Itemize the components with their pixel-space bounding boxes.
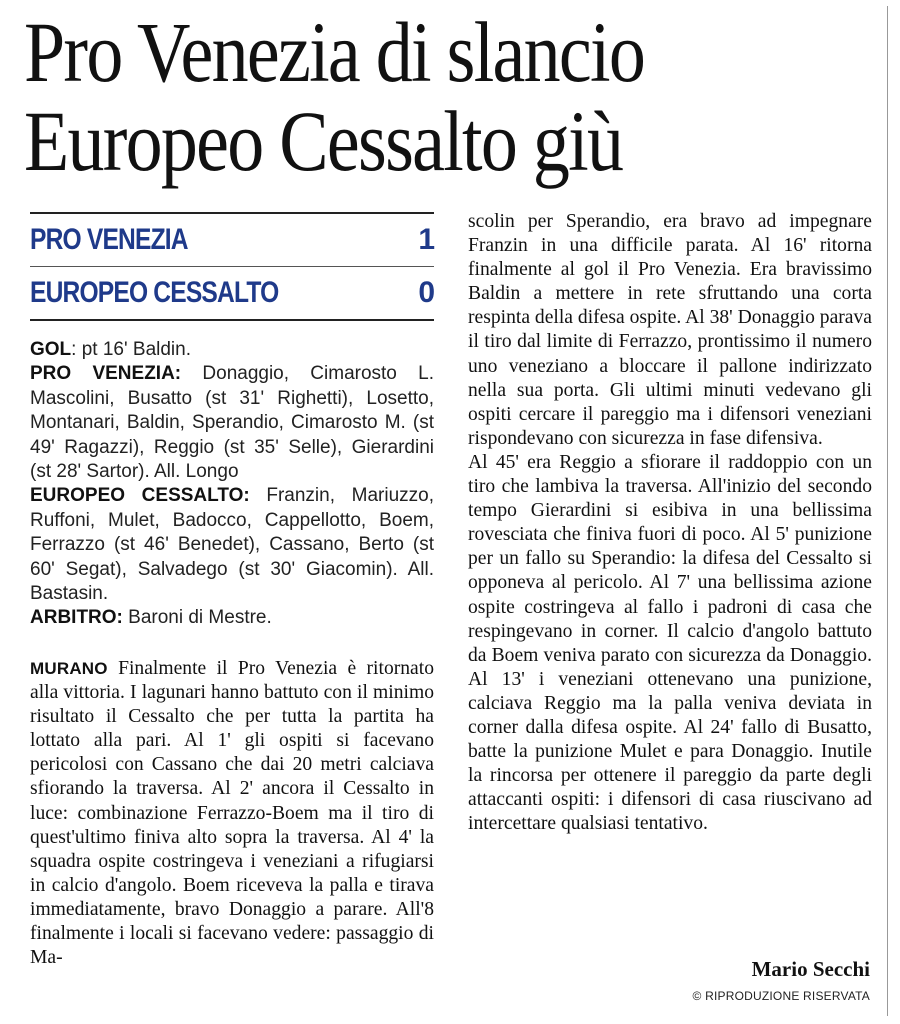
- away-lineup: [30, 484, 434, 606]
- home-lineup-label: PRO VENEZIA:: [30, 363, 182, 385]
- copyright-notice: © RIPRODUZIONE RISERVATA: [692, 989, 870, 1003]
- article-column-1: [30, 657, 434, 970]
- column-rule: [887, 6, 888, 1016]
- headline-line-2: Europeo Cessalto giù: [24, 93, 623, 189]
- scoreboard: [30, 212, 434, 321]
- scoreboard-bottom-rule: [30, 319, 434, 321]
- away-team-score: 0: [418, 276, 434, 309]
- goals-text: : pt 16' Baldin.: [71, 339, 191, 360]
- goals-label: GOL: [30, 339, 72, 360]
- referee-label: ARBITRO:: [30, 607, 123, 629]
- article-column-2: [468, 210, 872, 836]
- dateline: MURANO: [30, 659, 108, 678]
- article-text-col1: Finalmente il Pro Venezia è ritornato alla vittoria. I lagunari hanno battuto con il minimo risultato il Cessalto che per tutta la partita ha lottato alla pari. Al 1' gli ospiti si facevano pericolosi con Cassano che dai 20 metri calciava sfiorando la traversa. Al 2' ancora il Cessalto in luce: combinazione Ferrazzo-Boem ma il tiro di quest'ultimo finiva alto sopra la traversa. Al 4' la squadra ospite costringeva i veneziani a rifugiarsi in calcio d'angolo. Boem riceveva la palla e tirava immediatamente, bravo Donaggio a parare. All'8 finalmente i locali si facevano vedere: passaggio di Ma-: [30, 658, 434, 969]
- home-team-score: 1: [418, 223, 434, 256]
- scoreboard-row-away: [30, 267, 434, 319]
- away-team-name: EUROPEO CESSALTO: [30, 276, 279, 309]
- headline-line-1: Pro Venezia di slancio: [24, 4, 645, 100]
- headline: [24, 4, 755, 189]
- away-lineup-label: EUROPEO CESSALTO:: [30, 485, 250, 507]
- article-paragraph-3: Al 45' era Reggio a sfiorare il raddoppio con un tiro che lambiva la traversa. All'inizio del secondo tempo Gierardini si esibiva in una bellissima rovesciata che finiva fuori di poco. Al 5' punizione per un fallo su Sperandio: la difesa del Cessalto si opponeva al pericolo. Al 7' una bellissima azione ospite costringeva al fallo i padroni di casa che respingevano in corner. Il calcio d'angolo battuto da Boem veniva parato con sicurezza da Donaggio. Al 13' i veneziani ottenevano una punizione, calciava Reggio ma la palla veniva deviata in corner dalla difesa ospite. Al 24' fallo di Busatto, batte la punizione Mulet e para Donaggio. Inutile la rincorsa per ottenere il pareggio da parte degli attaccanti ospiti: i difensori di casa riuscivano ad intercettare qualsiasi tentativo.: [468, 451, 872, 835]
- referee-line: [30, 606, 434, 630]
- home-lineup-text: Donaggio, Cimarosto L. Mascolini, Busatto (st 31' Righetti), Losetto, Montanari, Baldin, Sperandio, Cimarosto M. (st 49' Ragazzi), Reggio (st 35' Selle), Gierardini (st 28' Sartor). All. Longo: [30, 363, 434, 483]
- goals-line: [30, 338, 434, 362]
- home-lineup: [30, 362, 434, 484]
- home-team-name: PRO VENEZIA: [30, 223, 188, 256]
- match-report-box: [30, 338, 434, 631]
- article-paragraph-2: scolin per Sperandio, era bravo ad impegnare Franzin in una difficile parata. Al 16' ritorna finalmente al gol il Pro Venezia. Era bravissimo Baldin a mettere in rete sfruttando una corta respinta della difesa ospite. Al 38' Donaggio parava il tiro dal limite di Ferrazzo, prontissimo il numero uno veneziano a bloccare il pallone indirizzato nella sua porta. Gli ultimi minuti vedevano gli ospiti cercare il pareggio ma i difensori veneziani rispondevano con sicurezza in fase difensiva.: [468, 211, 872, 449]
- scoreboard-row-home: [30, 214, 434, 266]
- article-paragraph-1: [30, 657, 434, 970]
- away-lineup-text: Franzin, Mariuzzo, Ruffoni, Mulet, Badocco, Cappellotto, Boem, Ferrazzo (st 46' Benedet), Cassano, Berto (st 60' Segat), Salvadego (st 30' Giacomin). All. Bastasin.: [30, 485, 434, 605]
- author-byline: Mario Secchi: [751, 957, 870, 981]
- referee-text: Baroni di Mestre.: [122, 607, 272, 629]
